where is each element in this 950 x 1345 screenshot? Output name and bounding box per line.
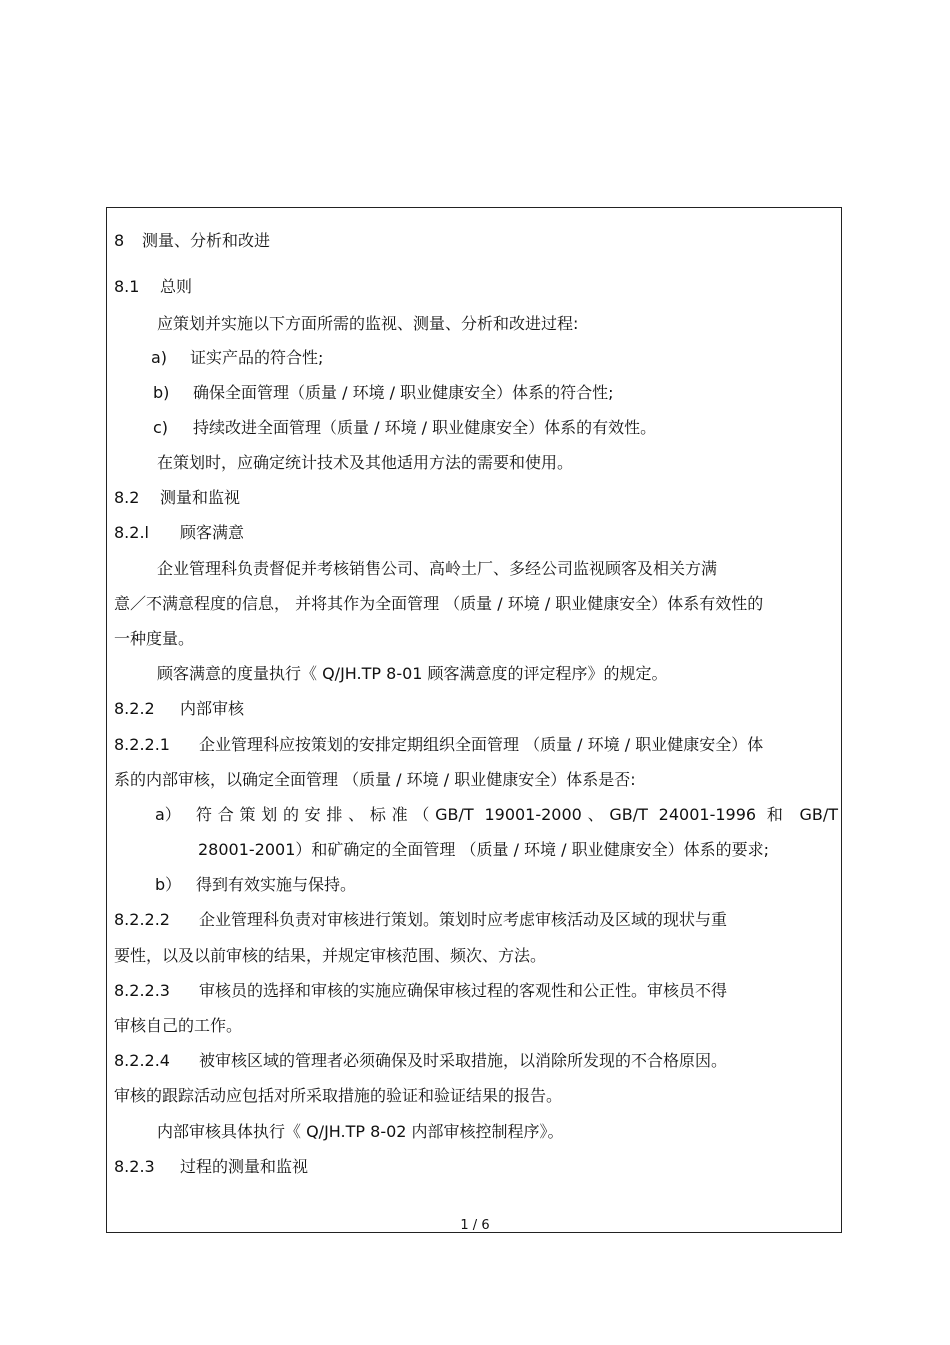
item-b-mark: b) [153,383,170,402]
paragraph-customer-satisfaction-line2: 意／不满意程度的信息， 并将其作为全面管理 （质量 / 环境 / 职业健康安全）体系有效性的 [114,594,764,613]
item-a-text: 证实产品的符合性; [190,348,324,367]
section-8-2-3-number: 8.2.3 [114,1157,155,1176]
customer-satisfaction-procedure: 顾客满意的度量执行《 Q/JH.TP 8-01 顾客满意度的评定程序》的规定。 [157,664,668,683]
clause-8-2-2-4-number: 8.2.2.4 [114,1051,170,1070]
audit-item-a-line1: 符合策划的安排、标准（GB/T 19001-2000、GB/T 24001-1996 和 GB/T [196,805,838,824]
section-8-1-title: 总则 [160,277,193,296]
section-8-2-1-number: 8.2.l [114,523,149,542]
item-c-text: 持续改进全面管理（质量 / 环境 / 职业健康安全）体系的有效性。 [193,418,657,437]
section-8-2-title: 测量和监视 [160,488,241,507]
section-8-2-2-title: 内部审核 [180,699,245,718]
item-a-mark: a) [151,348,168,367]
clause-8-2-2-1-line1: 企业管理科应按策划的安排定期组织全面管理 （质量 / 环境 / 职业健康安全）体 [199,735,764,754]
clause-8-2-2-4-line1: 被审核区域的管理者必须确保及时采取措施，以消除所发现的不合格原因。 [199,1051,728,1070]
audit-item-b-mark: b） [155,875,182,894]
audit-item-a-mark: a） [155,805,181,824]
audit-item-a-line2: 28001-2001）和矿确定的全面管理 （质量 / 环境 / 职业健康安全）体系的要求; [198,840,769,859]
section-8-1-closing: 在策划时，应确定统计技术及其他适用方法的需要和使用。 [157,453,574,472]
clause-8-2-2-2-line2: 要性，以及以前审核的结果，并规定审核范围、频次、方法。 [114,946,547,965]
clause-8-2-2-3-number: 8.2.2.3 [114,981,170,1000]
clause-8-2-2-2-line1: 企业管理科负责对审核进行策划。策划时应考虑审核活动及区域的现状与重 [199,910,728,929]
item-c-mark: c) [153,418,169,437]
clause-8-2-2-3-line1: 审核员的选择和审核的实施应确保审核过程的客观性和公正性。审核员不得 [199,981,728,1000]
section-8-2-2-number: 8.2.2 [114,699,155,718]
section-8-title: 测量、分析和改进 [142,231,271,250]
section-8-2-1-title: 顾客满意 [180,523,245,542]
clause-8-2-2-1-line2: 系的内部审核，以确定全面管理 （质量 / 环境 / 职业健康安全）体系是否: [114,770,636,789]
section-8-1-number: 8.1 [114,277,140,296]
section-8-1-intro: 应策划并实施以下方面所需的监视、测量、分析和改进过程: [157,314,579,333]
paragraph-customer-satisfaction-line1: 企业管理科负责督促并考核销售公司、高岭土厂、多经公司监视顾客及相关方满 [157,559,718,578]
clause-8-2-2-1-number: 8.2.2.1 [114,735,170,754]
section-8-2-3-title: 过程的测量和监视 [180,1157,309,1176]
audit-item-b-text: 得到有效实施与保持。 [196,875,357,894]
paragraph-customer-satisfaction-line3: 一种度量。 [114,629,195,648]
clause-8-2-2-2-number: 8.2.2.2 [114,910,170,929]
item-b-text: 确保全面管理（质量 / 环境 / 职业健康安全）体系的符合性; [193,383,614,402]
section-8-number: 8 [114,231,125,250]
internal-audit-procedure: 内部审核具体执行《 Q/JH.TP 8-02 内部审核控制程序》。 [157,1122,564,1141]
clause-8-2-2-3-line2: 审核自己的工作。 [114,1016,243,1035]
clause-8-2-2-4-line2: 审核的跟踪活动应包括对所采取措施的验证和验证结果的报告。 [114,1086,563,1105]
page-number: 1 / 6 [460,1218,490,1233]
section-8-2-number: 8.2 [114,488,140,507]
